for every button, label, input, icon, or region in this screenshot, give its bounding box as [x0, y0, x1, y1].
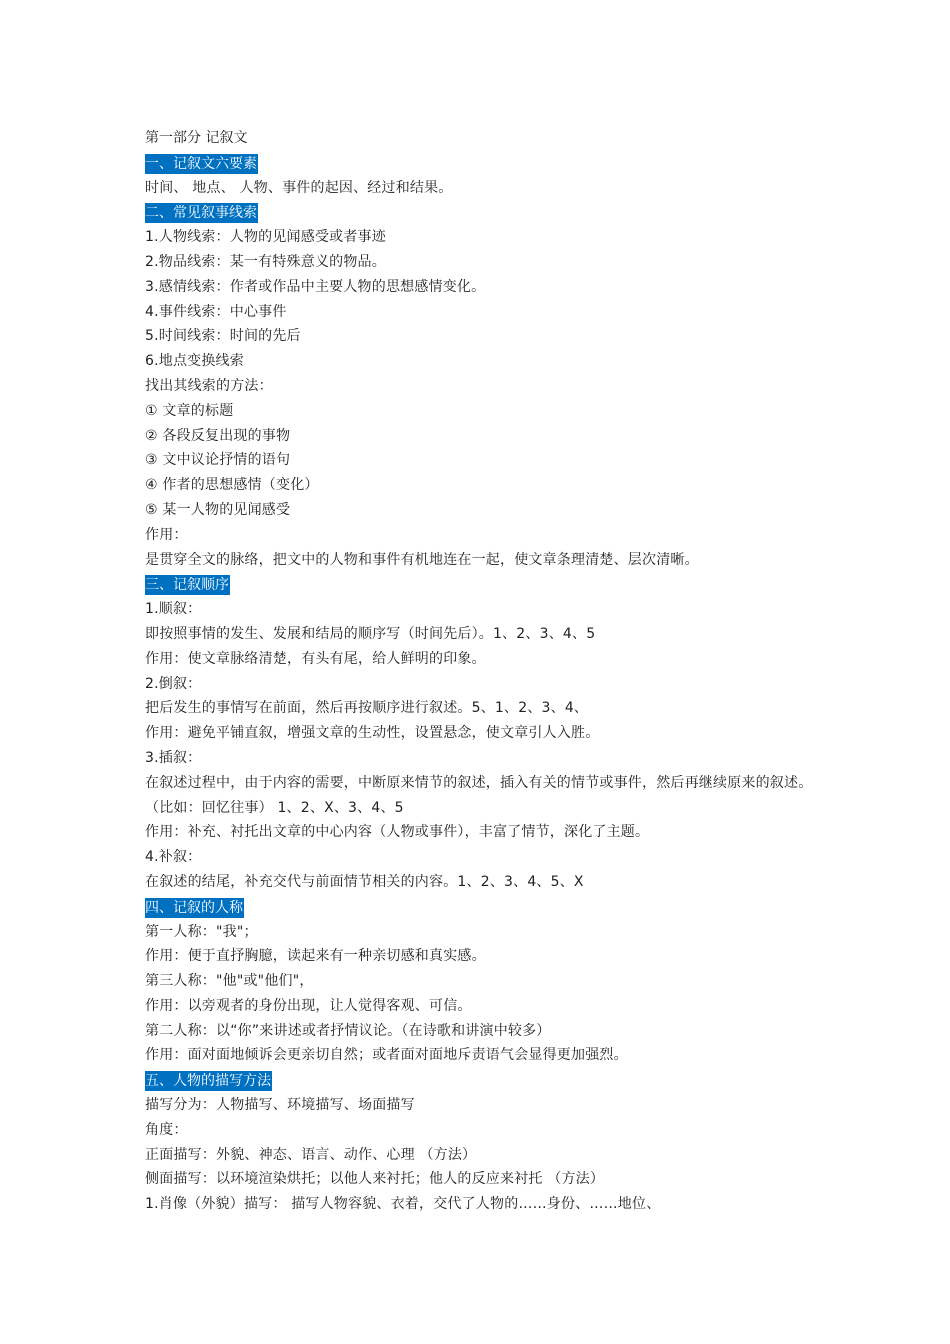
text-line: 作用：避免平铺直叙，增强文章的生动性，设置悬念，使文章引人入胜。	[145, 725, 600, 742]
list-item: ① 文章的标题	[145, 402, 234, 419]
text-line: 把后发生的事情写在前面，然后再按顺序进行叙述。5、1、2、3、4、	[145, 700, 589, 717]
text-line: 作用：面对面地倾诉会更亲切自然；或者面对面地斥责语气会显得更加强烈。	[145, 1047, 628, 1064]
list-item: ⑤ 某一人物的见闻感受	[145, 501, 291, 518]
text-line: 时间、 地点、 人物、事件的起因、经过和结果。	[145, 179, 453, 196]
text-line: 作用：	[145, 526, 188, 543]
text-line: 第二人称：以“你”来讲述或者抒情议论。（在诗歌和讲演中较多）	[145, 1022, 551, 1039]
text-line: 1.人物线索：人物的见闻感受或者事迹	[145, 229, 386, 246]
text-line: 侧面描写：以环境渲染烘托；以他人来衬托；他人的反应来衬托 （方法）	[145, 1171, 605, 1188]
text-line: 2.物品线索：某一有特殊意义的物品。	[145, 253, 386, 270]
text-line: 4.事件线索：中心事件	[145, 303, 287, 320]
text-line: 3.插叙：	[145, 749, 202, 766]
text-line: 6.地点变换线索	[145, 353, 244, 370]
text-line: 作用：便于直抒胸臆，读起来有一种亲切感和真实感。	[145, 948, 486, 965]
text-line: 第一人称："我"；	[145, 923, 258, 940]
text-line: 3.感情线索：作者或作品中主要人物的思想感情变化。	[145, 278, 486, 295]
section-heading	[145, 151, 825, 176]
text-line: 是贯穿全文的脉络，把文中的人物和事件有机地连在一起，使文章条理清楚、层次清晰。	[145, 551, 699, 568]
list-item: ③ 文中议论抒情的语句	[145, 452, 291, 469]
text-line: 在叙述的结尾，补充交代与前面情节相关的内容。1、2、3、4、5、X	[145, 873, 584, 890]
text-line: 描写分为：人物描写、环境描写、场面描写	[145, 1097, 415, 1114]
section-heading	[145, 895, 825, 920]
paragraph: 在叙述过程中，由于内容的需要，中断原来情节的叙述，插入有关的情节或事件，然后再继续原来的叙述。（比如：回忆往事） 1、2、X、3、4、5	[145, 774, 813, 816]
text-line: 作用：补充、衬托出文章的中心内容（人物或事件），丰富了情节，深化了主题。	[145, 824, 650, 841]
section-heading-text: 五、人物的描写方法	[145, 1073, 271, 1090]
section-heading-text: 三、记叙顺序	[145, 577, 229, 594]
text-line: 即按照事情的发生、发展和结局的顺序写（时间先后）。1、2、3、4、5	[145, 625, 596, 642]
section-heading-text: 四、记叙的人称	[145, 899, 243, 916]
text-line: 5.时间线索：时间的先后	[145, 328, 301, 345]
text-line: 角度：	[145, 1121, 188, 1138]
section-heading	[145, 1068, 825, 1093]
text-line: 作用：以旁观者的身份出现，让人觉得客观、可信。	[145, 997, 472, 1014]
text-line: 1.肖像（外貌）描写： 描写人物容貌、衣着，交代了人物的……身份、……地位、	[145, 1196, 661, 1213]
text-line: 找出其线索的方法：	[145, 377, 273, 394]
text-line: 作用：使文章脉络清楚，有头有尾，给人鲜明的印象。	[145, 650, 486, 667]
list-item: ④ 作者的思想感情（变化）	[145, 477, 319, 494]
text-line: 1.顺叙：	[145, 601, 202, 618]
text-line: 4.补叙：	[145, 849, 202, 866]
text-line: 第三人称："他"或"他们"，	[145, 973, 314, 990]
section-heading-text: 二、常见叙事线索	[145, 205, 257, 222]
list-item: ② 各段反复出现的事物	[145, 427, 291, 444]
document-body	[145, 126, 825, 1217]
part-title: 第一部分 记叙文	[145, 130, 248, 146]
text-line: 2.倒叙：	[145, 675, 202, 692]
section-heading-text: 一、记叙文六要素	[145, 155, 257, 172]
text-line: 正面描写：外貌、神态、语言、动作、心理 （方法）	[145, 1146, 477, 1163]
section-heading	[145, 572, 825, 597]
section-heading	[145, 200, 825, 225]
